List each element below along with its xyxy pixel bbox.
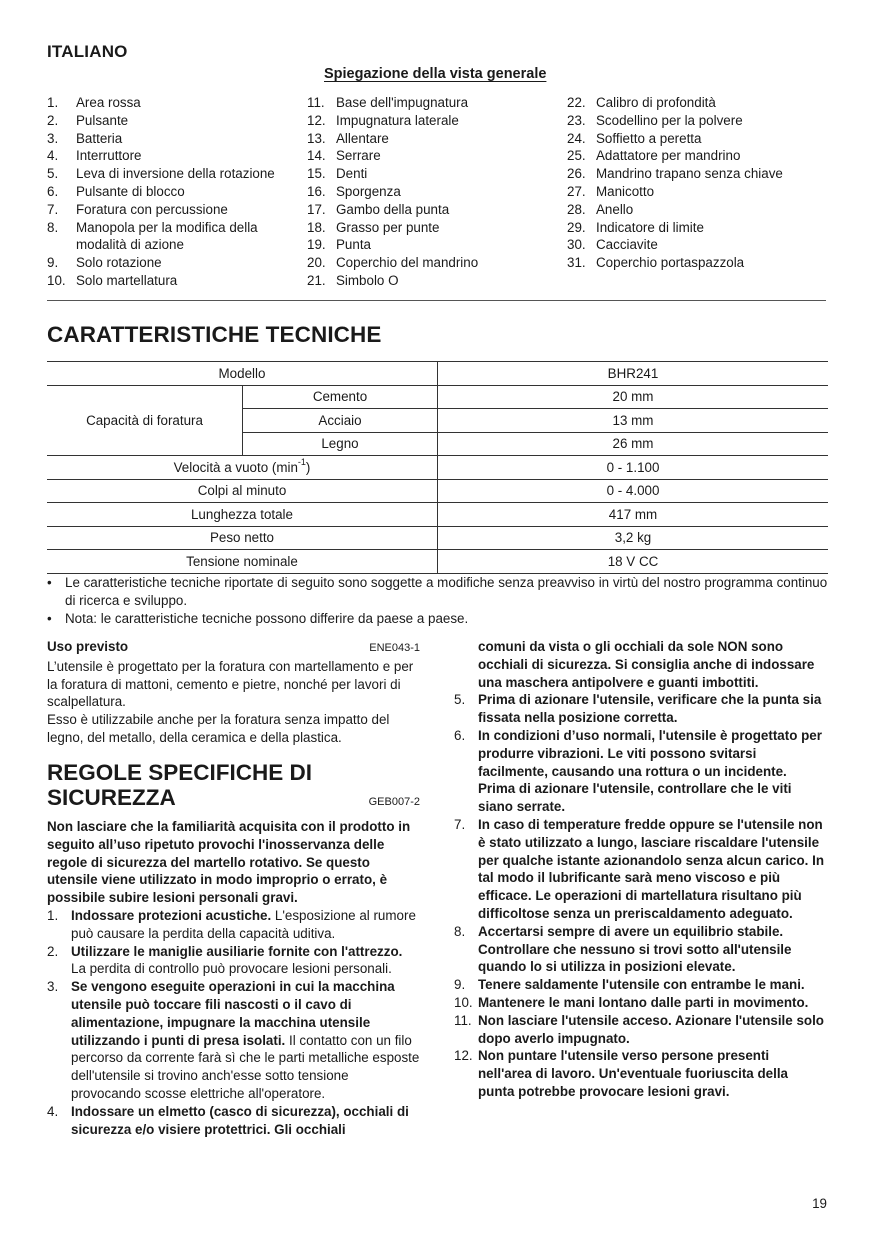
spec-sublabel: Legno — [243, 432, 438, 456]
list-item — [307, 201, 567, 219]
intended-use-paragraph: L’utensile è progettato per la foratura con martellamento e per la foratura di mattoni, cemento e pietre, nonché per lavori di scalpellatura. — [47, 658, 414, 710]
item-label: Punta — [336, 237, 371, 253]
list-item — [47, 165, 307, 183]
item-number: 11. — [307, 95, 325, 110]
intended-use-heading: Uso previsto — [47, 639, 129, 654]
table-row — [47, 456, 828, 480]
spec-label: Modello — [47, 362, 437, 386]
item-number: 14. — [307, 148, 326, 164]
bullet: • — [47, 610, 52, 626]
item-label: Grasso per punte — [336, 219, 440, 235]
item-label: Manicotto — [596, 183, 655, 199]
item-number: 20. — [307, 255, 326, 271]
list-item — [567, 130, 827, 148]
item-label: Serrare — [336, 148, 381, 164]
spec-value: 0 - 1.100 — [437, 456, 828, 480]
item-number: 10. — [454, 994, 473, 1010]
section-divider — [47, 300, 826, 301]
spec-value: 3,2 kg — [437, 526, 828, 550]
language-heading: ITALIANO — [47, 42, 128, 61]
item-number: 12. — [307, 112, 326, 128]
rule-bold: Indossare protezioni acustiche. — [71, 907, 272, 923]
table-row — [47, 385, 828, 409]
list-item — [567, 236, 827, 254]
item-label: Cacciavite — [596, 237, 658, 253]
item-number: 31. — [567, 255, 586, 271]
list-item — [567, 219, 827, 237]
item-number: 1. — [47, 95, 59, 110]
list-item — [454, 976, 826, 994]
intended-use-paragraph: Esso è utilizzabile anche per la foratura senza impatto del legno, del metallo, della ceramica e della plastica. — [47, 712, 390, 745]
list-item — [47, 201, 307, 219]
rule-text: L'esposizione al rumore può causare la perdita della capacità uditiva. — [71, 907, 416, 941]
list-item — [47, 254, 307, 272]
rule-bold: Non lasciare l'utensile acceso. Azionare l'utensile solo dopo averlo impugnato. — [478, 1012, 824, 1046]
item-number: 8. — [47, 219, 59, 235]
safety-intro: Non lasciare che la familiarità acquisita con il prodotto in seguito all’uso ripetuto provochi l'inosservanza delle regole di sicurezza del martello rotativo. Se questo utensile viene utilizzato in modo improprio o errato, è possibile subire lesioni personali gravi. — [47, 819, 411, 906]
legend-column-3 — [567, 94, 827, 272]
spec-sublabel: Acciaio — [243, 409, 438, 433]
bullet: • — [47, 575, 52, 590]
item-number: 4. — [47, 148, 59, 164]
spec-value: 26 mm — [437, 432, 828, 456]
item-label: Batteria — [76, 130, 123, 146]
item-label: Impugnatura laterale — [336, 112, 459, 128]
spec-value: 417 mm — [437, 503, 828, 527]
item-number: 29. — [567, 219, 586, 235]
item-number: 7. — [454, 816, 466, 832]
list-item — [307, 236, 567, 254]
item-number: 9. — [454, 977, 466, 993]
rule-bold: Se vengono eseguite operazioni in cui la macchina utensile può toccare fili nascosti o il cavo di alimentazione, impugnare la macchina utensile utilizzando i punti di presa isolati. — [71, 979, 395, 1048]
section-code: GEB007-2 — [368, 796, 420, 808]
rule-text: La perdita di controllo può provocare lesioni personali. — [71, 961, 392, 977]
rule-bold: Indossare un elmetto (casco di sicurezza), occhiali di sicurezza e/o visiere protettrici. Gli occhiali — [71, 1103, 409, 1137]
list-item — [307, 165, 567, 183]
spec-table — [47, 361, 828, 574]
item-number: 4. — [47, 1103, 59, 1119]
list-item — [47, 147, 307, 165]
list-item — [47, 978, 420, 1103]
intended-use-section — [47, 638, 420, 747]
item-label: Coperchio portaspazzola — [596, 255, 745, 271]
list-item — [567, 254, 827, 272]
list-item — [47, 219, 307, 255]
item-label: Scodellino per la polvere — [596, 112, 743, 128]
list-item — [47, 907, 420, 943]
list-item — [567, 94, 827, 112]
item-label: Calibro di profondità — [596, 95, 716, 110]
spec-label: Lunghezza totale — [47, 503, 437, 527]
item-label: Gambo della punta — [336, 201, 450, 217]
spec-value: 20 mm — [437, 385, 828, 409]
item-number: 6. — [47, 183, 59, 199]
item-number: 3. — [47, 130, 59, 146]
rule-bold: In caso di temperature fredde oppure se l'utensile non è stato utilizzato a lungo, lasciare riscaldare l'utensile per qualche istante azionandolo senza alcun carico. In tal modo il lubrificante sarà meno viscoso e più efficace. Le operazioni di martellatura risultano più difficoltose senza un preriscaldamento adeguato. — [478, 816, 825, 921]
spec-notes — [47, 574, 837, 627]
note-text: Nota: le caratteristiche tecniche possono differire da paese a paese. — [65, 610, 469, 626]
item-number: 9. — [47, 255, 59, 271]
list-item — [567, 165, 827, 183]
list-item — [307, 272, 567, 290]
item-label: Manopola per la modifica della modalità di azione — [76, 219, 258, 253]
list-item — [307, 254, 567, 272]
rule-bold: Tenere saldamente l'utensile con entrambe le mani. — [478, 977, 805, 993]
page-number: 19 — [812, 1196, 827, 1211]
item-number: 8. — [454, 923, 466, 939]
rule-text: Il contatto con un filo percorso da corrente farà sì che le parti metalliche esposte dell'utensile si trovino anch'esse sotto tensione provocando scosse elettriche all'operatore. — [71, 1032, 420, 1101]
rule-bold: Non puntare l'utensile verso persone presenti nell'area di lavoro. Un'eventuale fuoriuscita della punta potrebbe provocare lesioni gravi. — [478, 1048, 788, 1099]
legend-column-1 — [47, 94, 307, 290]
item-number: 26. — [567, 166, 586, 182]
spec-label: Capacità di foratura — [47, 385, 243, 456]
item-number: 5. — [47, 166, 59, 182]
list-item — [567, 147, 827, 165]
item-label: Interruttore — [76, 148, 142, 164]
note-text: Le caratteristiche tecniche riportate di seguito sono soggette a modifiche senza preavviso in virtù del nostro programma continuo di ricerca e sviluppo. — [65, 575, 828, 608]
item-number: 6. — [454, 727, 466, 743]
list-item — [454, 727, 826, 816]
item-label: Denti — [336, 166, 368, 182]
table-row — [47, 479, 828, 503]
safety-rules-right — [454, 638, 826, 1101]
safety-title-line: SICUREZZA — [47, 785, 176, 810]
rule-bold: Prima di azionare l'utensile, verificare che la punta sia fissata nella posizione corretta. — [478, 692, 822, 726]
item-number: 27. — [567, 183, 586, 199]
item-number: 12. — [454, 1048, 473, 1064]
list-item — [47, 1103, 420, 1139]
item-label: Foratura con percussione — [76, 201, 228, 217]
item-number: 18. — [307, 219, 326, 235]
list-item — [454, 816, 826, 923]
item-number: 25. — [567, 148, 586, 164]
list-item — [454, 1012, 826, 1048]
list-item — [567, 183, 827, 201]
item-label: Coperchio del mandrino — [336, 255, 479, 271]
item-label: Leva di inversione della rotazione — [76, 166, 275, 182]
list-item — [307, 130, 567, 148]
item-label: Solo martellatura — [76, 272, 178, 288]
rule-bold: Accertarsi sempre di avere un equilibrio stabile. Controllare che nessuno si trovi sotto all'utensile quando lo si utilizza in posizioni elevate. — [478, 923, 792, 975]
table-row — [47, 550, 828, 574]
legend-column-2 — [307, 94, 567, 290]
list-item — [454, 691, 826, 727]
spec-value: 13 mm — [437, 409, 828, 433]
item-number: 2. — [47, 112, 59, 128]
list-item — [307, 147, 567, 165]
item-number: 1. — [47, 907, 59, 923]
item-number: 28. — [567, 201, 586, 217]
item-label: Pulsante di blocco — [76, 183, 185, 199]
item-label: Base dell'impugnatura — [336, 95, 469, 110]
list-item — [47, 130, 307, 148]
spec-label: Colpi al minuto — [47, 479, 437, 503]
item-label: Simbolo O — [336, 272, 399, 288]
list-item — [47, 183, 307, 201]
list-item — [47, 112, 307, 130]
list-item — [307, 112, 567, 130]
item-number: 16. — [307, 183, 326, 199]
item-number: 10. — [47, 272, 66, 288]
item-number: 3. — [47, 979, 59, 995]
list-item — [47, 610, 837, 628]
specs-title: CARATTERISTICHE TECNICHE — [47, 322, 382, 347]
item-label: Sporgenza — [336, 183, 401, 199]
item-label: Area rossa — [76, 95, 141, 110]
speed-label-text: Velocità a vuoto (min — [173, 459, 298, 475]
item-number: 7. — [47, 201, 59, 217]
list-item — [307, 183, 567, 201]
list-item — [454, 994, 826, 1012]
rule-bold: In condizioni d’uso normali, l'utensile è progettato per produrre vibrazioni. Le viti possono svitarsi facilmente, causando una rottura o un incidente. Prima di azionare l'utensile, controllare che le viti siano serrate. — [478, 727, 822, 815]
spec-sublabel: Cemento — [243, 385, 438, 409]
rule-bold: Utilizzare le maniglie ausiliarie fornite con l'attrezzo. — [71, 943, 403, 959]
safety-title-line: REGOLE SPECIFICHE DI — [47, 760, 313, 785]
item-number: 11. — [454, 1012, 472, 1028]
list-item — [47, 574, 837, 610]
item-number: 15. — [307, 166, 326, 182]
list-item — [47, 943, 420, 979]
item-number: 23. — [567, 112, 586, 128]
spec-value: 0 - 4.000 — [437, 479, 828, 503]
item-number: 2. — [47, 943, 59, 959]
item-label: Allentare — [336, 130, 389, 146]
spec-label: Peso netto — [47, 526, 437, 550]
item-label: Adattatore per mandrino — [596, 148, 741, 164]
list-item — [307, 94, 567, 112]
spec-label: Tensione nominale — [47, 550, 437, 574]
table-row — [47, 526, 828, 550]
item-label: Anello — [596, 201, 634, 217]
item-number: 17. — [307, 201, 326, 217]
item-number: 30. — [567, 237, 586, 253]
spec-label — [47, 456, 437, 480]
list-item — [454, 923, 826, 976]
item-number: 21. — [307, 272, 326, 288]
list-item — [454, 1047, 826, 1100]
item-label: Solo rotazione — [76, 255, 162, 271]
item-label: Pulsante — [76, 112, 129, 128]
item-number: 19. — [307, 237, 326, 253]
safety-rules-left — [47, 818, 420, 1138]
item-number: 22. — [567, 95, 586, 110]
table-row — [47, 503, 828, 527]
list-item — [307, 219, 567, 237]
speed-label-close: ) — [305, 459, 311, 475]
item-label: Soffietto a peretta — [596, 130, 702, 146]
list-item — [567, 201, 827, 219]
list-item — [47, 94, 307, 112]
safety-title — [47, 760, 420, 810]
speed-exponent: -1 — [297, 457, 306, 468]
section-code: ENE043-1 — [369, 642, 420, 654]
table-row — [47, 362, 828, 386]
rule-bold: Mantenere le mani lontano dalle parti in movimento. — [478, 994, 809, 1010]
overview-title: Spiegazione della vista generale — [324, 66, 547, 82]
list-item — [567, 112, 827, 130]
rule-continuation: comuni da vista o gli occhiali da sole NON sono occhiali di sicurezza. Si consiglia anche di indossare una maschera antipolvere e guanti imbottiti. — [478, 639, 815, 690]
item-number: 24. — [567, 130, 586, 146]
item-label: Mandrino trapano senza chiave — [596, 166, 783, 182]
item-number: 5. — [454, 692, 466, 708]
item-number: 13. — [307, 130, 326, 146]
list-item — [47, 272, 307, 290]
spec-value: BHR241 — [437, 362, 828, 386]
spec-value: 18 V CC — [437, 550, 828, 574]
item-label: Indicatore di limite — [596, 219, 704, 235]
